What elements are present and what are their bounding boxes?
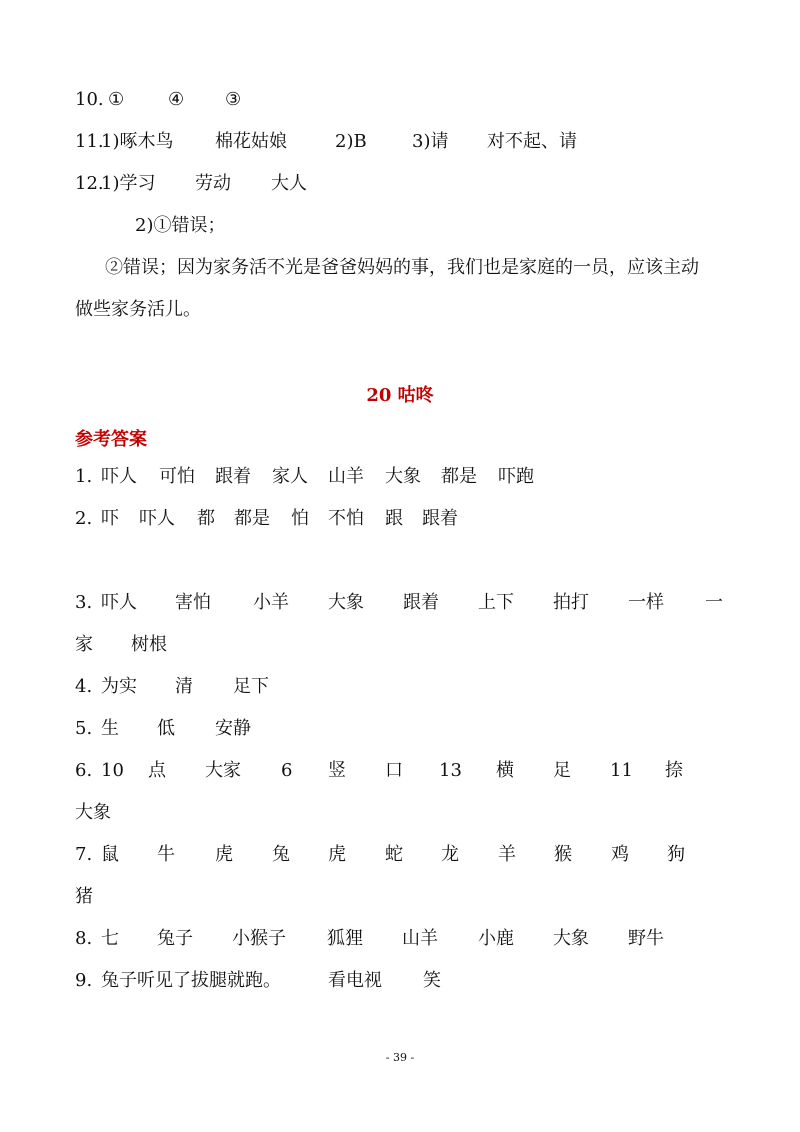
- q11-number: 11.: [75, 131, 104, 152]
- q9-item: 兔子听见了拔腿就跑。: [101, 970, 281, 991]
- q1-item: 跟着: [215, 466, 251, 487]
- q7-item: 鼠: [101, 844, 119, 865]
- q6-number: 6.: [75, 760, 93, 781]
- q1-item: 大象: [385, 466, 421, 487]
- q4-item: 足下: [233, 676, 269, 697]
- q2-item: 吓人: [139, 508, 175, 529]
- answer-6-cont: [75, 801, 725, 825]
- q1-item: 吓人: [101, 466, 137, 487]
- answer-9: [75, 969, 725, 993]
- q7-number: 7.: [75, 844, 93, 865]
- q3-item: 一: [705, 592, 723, 613]
- q6-item: 口: [385, 760, 403, 781]
- answer-heading: 参考答案: [75, 429, 147, 450]
- q7-item: 龙: [441, 844, 459, 865]
- q3-item: 跟着: [403, 592, 439, 613]
- q9-number: 9.: [75, 970, 93, 991]
- q3-item: 小羊: [253, 592, 289, 613]
- q12-item: 1)学习: [101, 173, 156, 194]
- q5-item: 低: [157, 718, 175, 739]
- q6-item: 6: [281, 760, 293, 781]
- answer-12: [75, 172, 725, 196]
- q2-item: 跟: [385, 508, 403, 529]
- q3-number: 3.: [75, 592, 93, 613]
- answer-5: [75, 717, 725, 741]
- q12-number: 12.: [75, 173, 104, 194]
- q2-item: 都: [197, 508, 215, 529]
- q11-item: 3)请: [412, 131, 449, 152]
- answer-3-cont: [75, 633, 725, 657]
- q1-item: 山羊: [328, 466, 364, 487]
- q12-2-text: 2)①错误；: [135, 215, 226, 236]
- page-number: - 39 -: [385, 1051, 415, 1064]
- q8-item: 七: [101, 928, 119, 949]
- q7-cont: 猪: [75, 886, 93, 907]
- q7-item: 兔: [272, 844, 290, 865]
- q2-item: 都是: [234, 508, 270, 529]
- q6-item: 10: [101, 760, 124, 781]
- q4-number: 4.: [75, 676, 93, 697]
- q7-item: 蛇: [385, 844, 403, 865]
- answer-12-part2: [135, 214, 725, 238]
- q6-item: 13: [439, 760, 462, 781]
- q3-item: 拍打: [553, 592, 589, 613]
- answer-4: [75, 675, 725, 699]
- q11-item: 1)啄木鸟: [101, 131, 174, 152]
- q3-item: 害怕: [175, 592, 211, 613]
- answer-2: [75, 507, 725, 531]
- q6-item: 大家: [205, 760, 241, 781]
- q3-cont-item: 家: [75, 634, 93, 655]
- q1-number: 1.: [75, 466, 93, 487]
- q6-item: 横: [496, 760, 514, 781]
- q5-number: 5.: [75, 718, 93, 739]
- q7-item: 虎: [328, 844, 346, 865]
- q9-item: 看电视: [328, 970, 382, 991]
- q8-number: 8.: [75, 928, 93, 949]
- q6-item: 竖: [328, 760, 346, 781]
- q10-item: ④: [168, 89, 185, 110]
- answer-12-part2b: [105, 256, 725, 280]
- q6-item: 点: [148, 760, 166, 781]
- q8-item: 小猴子: [232, 928, 286, 949]
- q5-item: 生: [101, 718, 119, 739]
- q2-item: 跟着: [422, 508, 458, 529]
- q7-item: 猴: [554, 844, 572, 865]
- q3-cont-item: 树根: [131, 634, 167, 655]
- q2-item: 不怕: [328, 508, 364, 529]
- q3-item: 大象: [328, 592, 364, 613]
- q3-item: 吓人: [101, 592, 137, 613]
- q10-item: ①: [108, 89, 125, 110]
- q3-item: 上下: [478, 592, 514, 613]
- answer-6: [75, 759, 725, 783]
- lesson-title: 20 咕咚: [366, 385, 434, 406]
- q7-item: 羊: [498, 844, 516, 865]
- q1-item: 家人: [272, 466, 308, 487]
- q11-item: 棉花姑娘: [215, 131, 287, 152]
- q7-item: 鸡: [611, 844, 629, 865]
- answer-7: [75, 843, 725, 867]
- q7-item: 牛: [157, 844, 175, 865]
- answer-7-cont: [75, 885, 725, 909]
- q8-item: 狐狸: [327, 928, 363, 949]
- q6-item: 11: [610, 760, 633, 781]
- q2-number: 2.: [75, 508, 93, 529]
- q12-2b-line2: 做些家务活儿。: [75, 299, 201, 320]
- answer-1: [75, 465, 725, 489]
- q10-number: 10.: [75, 89, 104, 110]
- q9-item: 笑: [423, 970, 441, 991]
- q12-item: 大人: [271, 173, 307, 194]
- q6-item: 足: [553, 760, 571, 781]
- q8-item: 小鹿: [478, 928, 514, 949]
- answer-8: [75, 927, 725, 951]
- q3-item: 一样: [628, 592, 664, 613]
- q11-item: 2)B: [335, 131, 367, 152]
- q5-item: 安静: [215, 718, 251, 739]
- q8-item: 野牛: [628, 928, 664, 949]
- q8-item: 兔子: [157, 928, 193, 949]
- q11-item: 对不起、请: [487, 131, 577, 152]
- q8-item: 山羊: [402, 928, 438, 949]
- q1-item: 可怕: [159, 466, 195, 487]
- q1-item: 吓跑: [498, 466, 534, 487]
- q6-cont: 大象: [75, 802, 111, 823]
- q4-item: 清: [175, 676, 193, 697]
- q6-item: 捺: [665, 760, 683, 781]
- q12-2b-line1: ②错误；因为家务活不光是爸爸妈妈的事，我们也是家庭的一员，应该主动: [105, 257, 699, 278]
- q10-item: ③: [225, 89, 242, 110]
- q7-item: 狗: [667, 844, 685, 865]
- answer-11: [75, 130, 725, 154]
- answer-10: [75, 88, 725, 112]
- q4-item: 为实: [101, 676, 137, 697]
- q12-item: 劳动: [195, 173, 231, 194]
- q8-item: 大象: [553, 928, 589, 949]
- q2-item: 怕: [291, 508, 309, 529]
- q2-item: 吓: [101, 508, 119, 529]
- q1-item: 都是: [441, 466, 477, 487]
- answer-3: [75, 591, 725, 615]
- q7-item: 虎: [215, 844, 233, 865]
- answer-12-part2b-cont: [75, 298, 725, 322]
